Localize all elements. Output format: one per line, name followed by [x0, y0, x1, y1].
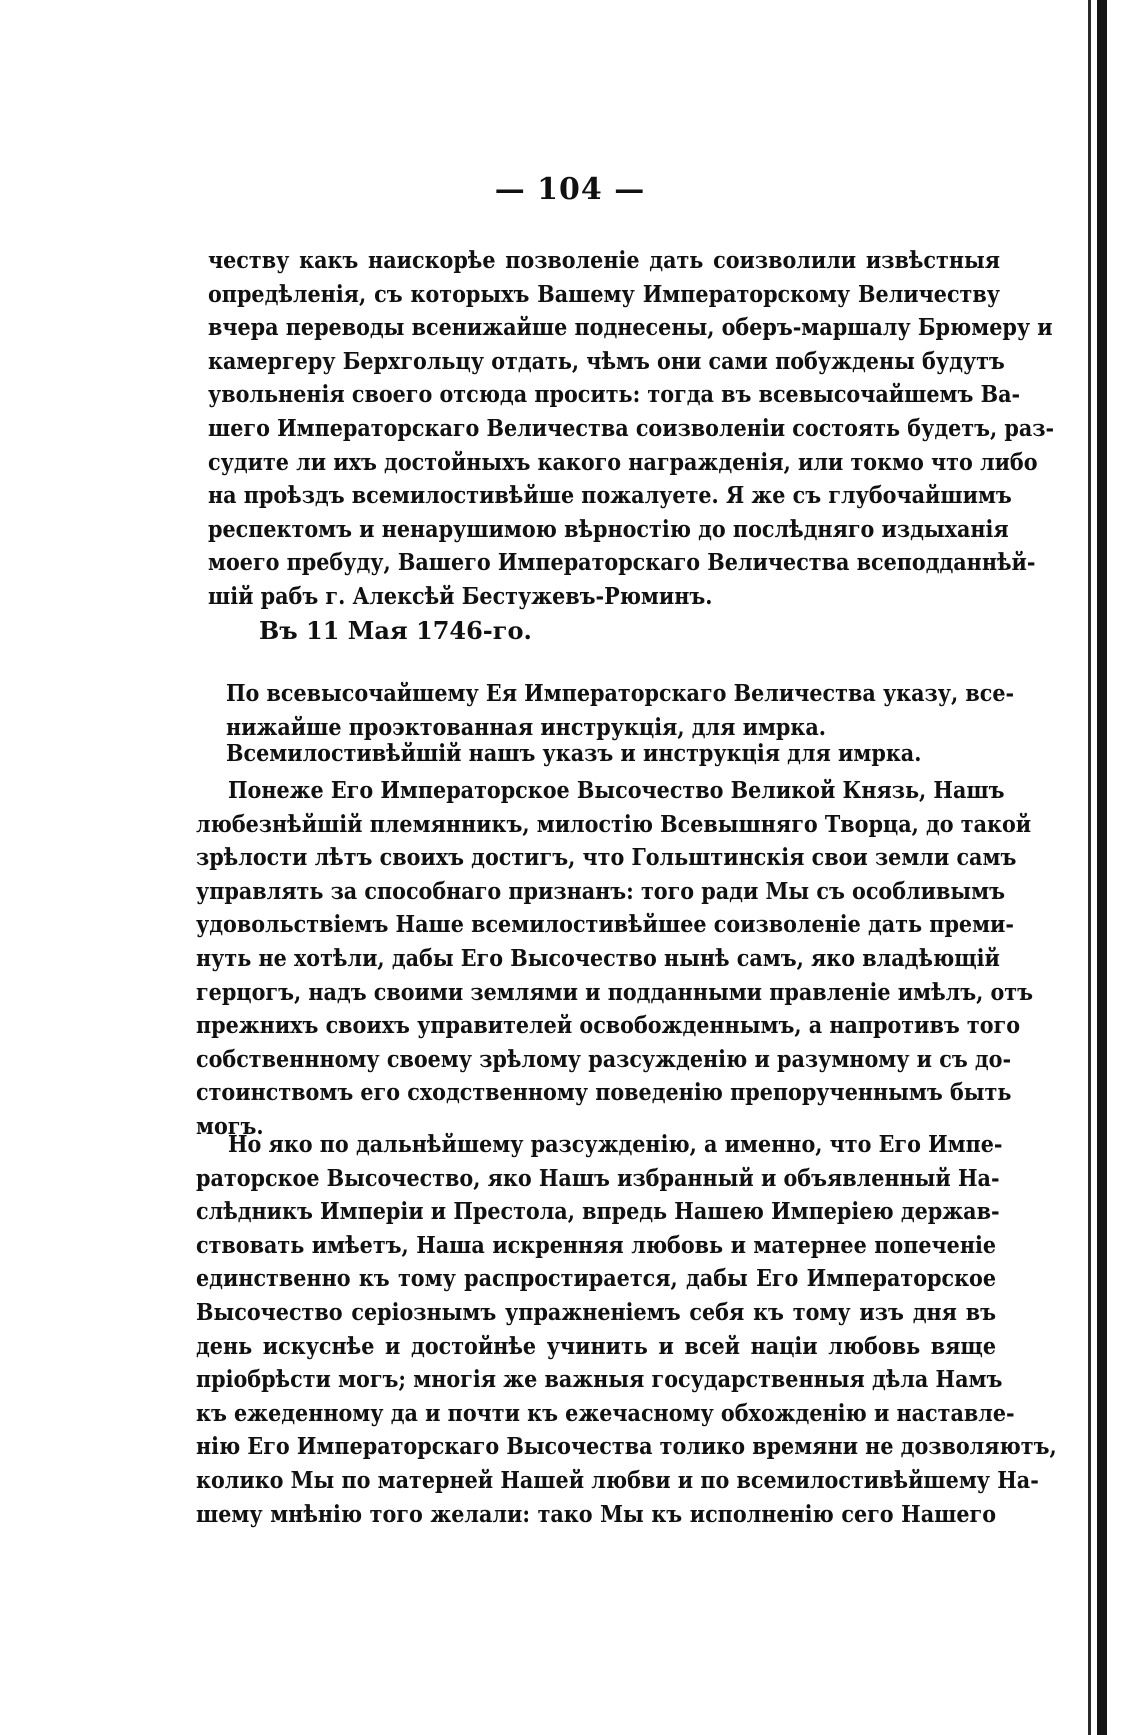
text-line: зрѣлости лѣтъ своихъ достигъ, что Гольштинскія свои земли самъ — [196, 844, 1017, 872]
text-line: колико Мы по матерней Нашей любви и по всемилостивѣйшему На- — [196, 1466, 1039, 1494]
paragraph-instruction-title — [226, 677, 1015, 744]
text-line: честву какъ наискорѣе позволеніе дать соизволили извѣстныя — [208, 247, 1000, 274]
text-line: По всевысочайшему Ея Императорскаго Величества указу, все- — [226, 680, 1015, 707]
text-line: шего Императорскаго Величества соизволеніи состоять будетъ, раз- — [208, 414, 1055, 442]
page-number: — 104 — — [494, 172, 646, 207]
text-line: шему мнѣнію того желали: тако Мы къ исполненію сего Нашего — [196, 1500, 996, 1528]
text-line: нуть не хотѣли, дабы Его Высочество нынѣ самъ, яко владѣющій — [196, 944, 1000, 972]
text-line: управлять за способнаго признанъ: того ради Мы съ особливымъ — [196, 877, 1005, 905]
text-line: опредѣленія, съ которыхъ Вашему Императорскому Величеству — [208, 280, 1000, 308]
page-edge-shadow — [1088, 0, 1091, 1735]
text-line: единственно къ тому распростирается, дабы Его Императорское — [196, 1265, 996, 1293]
text-line: Но яко по дальнѣйшему разсужденію, а именно, что Его Импе- — [228, 1131, 1003, 1158]
text-line: камергеру Берхгольцу отдать, чѣмъ они сами побуждены будутъ — [208, 347, 1005, 375]
text-line: могъ. — [196, 1112, 264, 1140]
page-edge-binding — [1097, 0, 1107, 1735]
text-line: Высочество серіознымъ упражненіемъ себя къ тому изъ дня въ — [196, 1298, 996, 1326]
paragraph-letter-ending — [208, 244, 1055, 614]
text-line: къ ежеденному да и почти къ ежечасному обхожденію и наставле- — [196, 1399, 1015, 1427]
text-line: моего пребуду, Вашего Императорскаго Величества всеподданнѣй- — [208, 549, 1036, 577]
text-line: день искуснѣе и достойнѣе учинить и всей націи любовь вяще — [196, 1332, 996, 1360]
text-line: герцогъ, надъ своими землями и подданными правленіе имѣлъ, отъ — [196, 978, 1033, 1006]
letter-date: Въ 11 Мая 1746-го. — [259, 616, 532, 645]
text-line: шій рабъ г. Алексѣй Бестужевъ-Рюминъ. — [208, 582, 713, 610]
text-line: слѣдникъ Имперіи и Престола, впредь Нашею Имперіею держав- — [196, 1198, 1000, 1226]
text-line: прежнихъ своихъ управителей освобожденнымъ, а напротивъ того — [196, 1012, 1021, 1040]
text-line: Всемилостивѣйшій нашъ указъ и инструкція для имрка. — [226, 740, 922, 767]
paragraph-decree-body-2 — [196, 1128, 1057, 1531]
text-line: увольненія своего отсюда просить: тогда въ всевысочайшемъ Ва- — [208, 381, 1021, 409]
text-line: стоинствомъ его сходственному поведенію препорученнымъ быть — [196, 1079, 1012, 1107]
text-line: удовольствіемъ Наше всемилостивѣйшее соизволеніе дать преми- — [196, 911, 1014, 939]
text-line: Понеже Его Императорское Высочество Великой Князь, Нашъ — [228, 777, 1005, 804]
paragraph-decree-body-1 — [196, 774, 1033, 1144]
text-line: нію Его Императорскаго Высочества толико времяни не дозволяютъ, — [196, 1433, 1057, 1461]
text-line: ствовать имѣетъ, Наша искренняя любовь и матернее попеченіе — [196, 1231, 996, 1259]
text-line: пріобрѣсти могъ; многія же важныя государственныя дѣла Намъ — [196, 1366, 1003, 1394]
text-line: судите ли ихъ достойныхъ какого награжденія, или токмо что либо — [208, 448, 1038, 476]
paragraph-decree-title — [226, 737, 966, 771]
text-line: нижайше проэктованная инструкція, для имрка. — [226, 713, 826, 741]
text-line: вчера переводы всенижайше поднесены, оберъ-маршалу Брюмеру и — [208, 314, 1053, 342]
text-line: любезнѣйшій племянникъ, милостію Всевышняго Творца, до такой — [196, 810, 1032, 838]
text-line: раторское Высочество, яко Нашъ избранный и объявленный На- — [196, 1164, 1000, 1192]
text-line: на проѣздъ всемилостивѣйше пожалуете. Я же съ глубочайшимъ — [208, 482, 1012, 510]
text-line: респектомъ и ненарушимою вѣрностію до послѣдняго издыханія — [208, 515, 1009, 543]
text-line: собственнному своему зрѣлому разсужденію и разумному и съ до- — [196, 1045, 1012, 1073]
